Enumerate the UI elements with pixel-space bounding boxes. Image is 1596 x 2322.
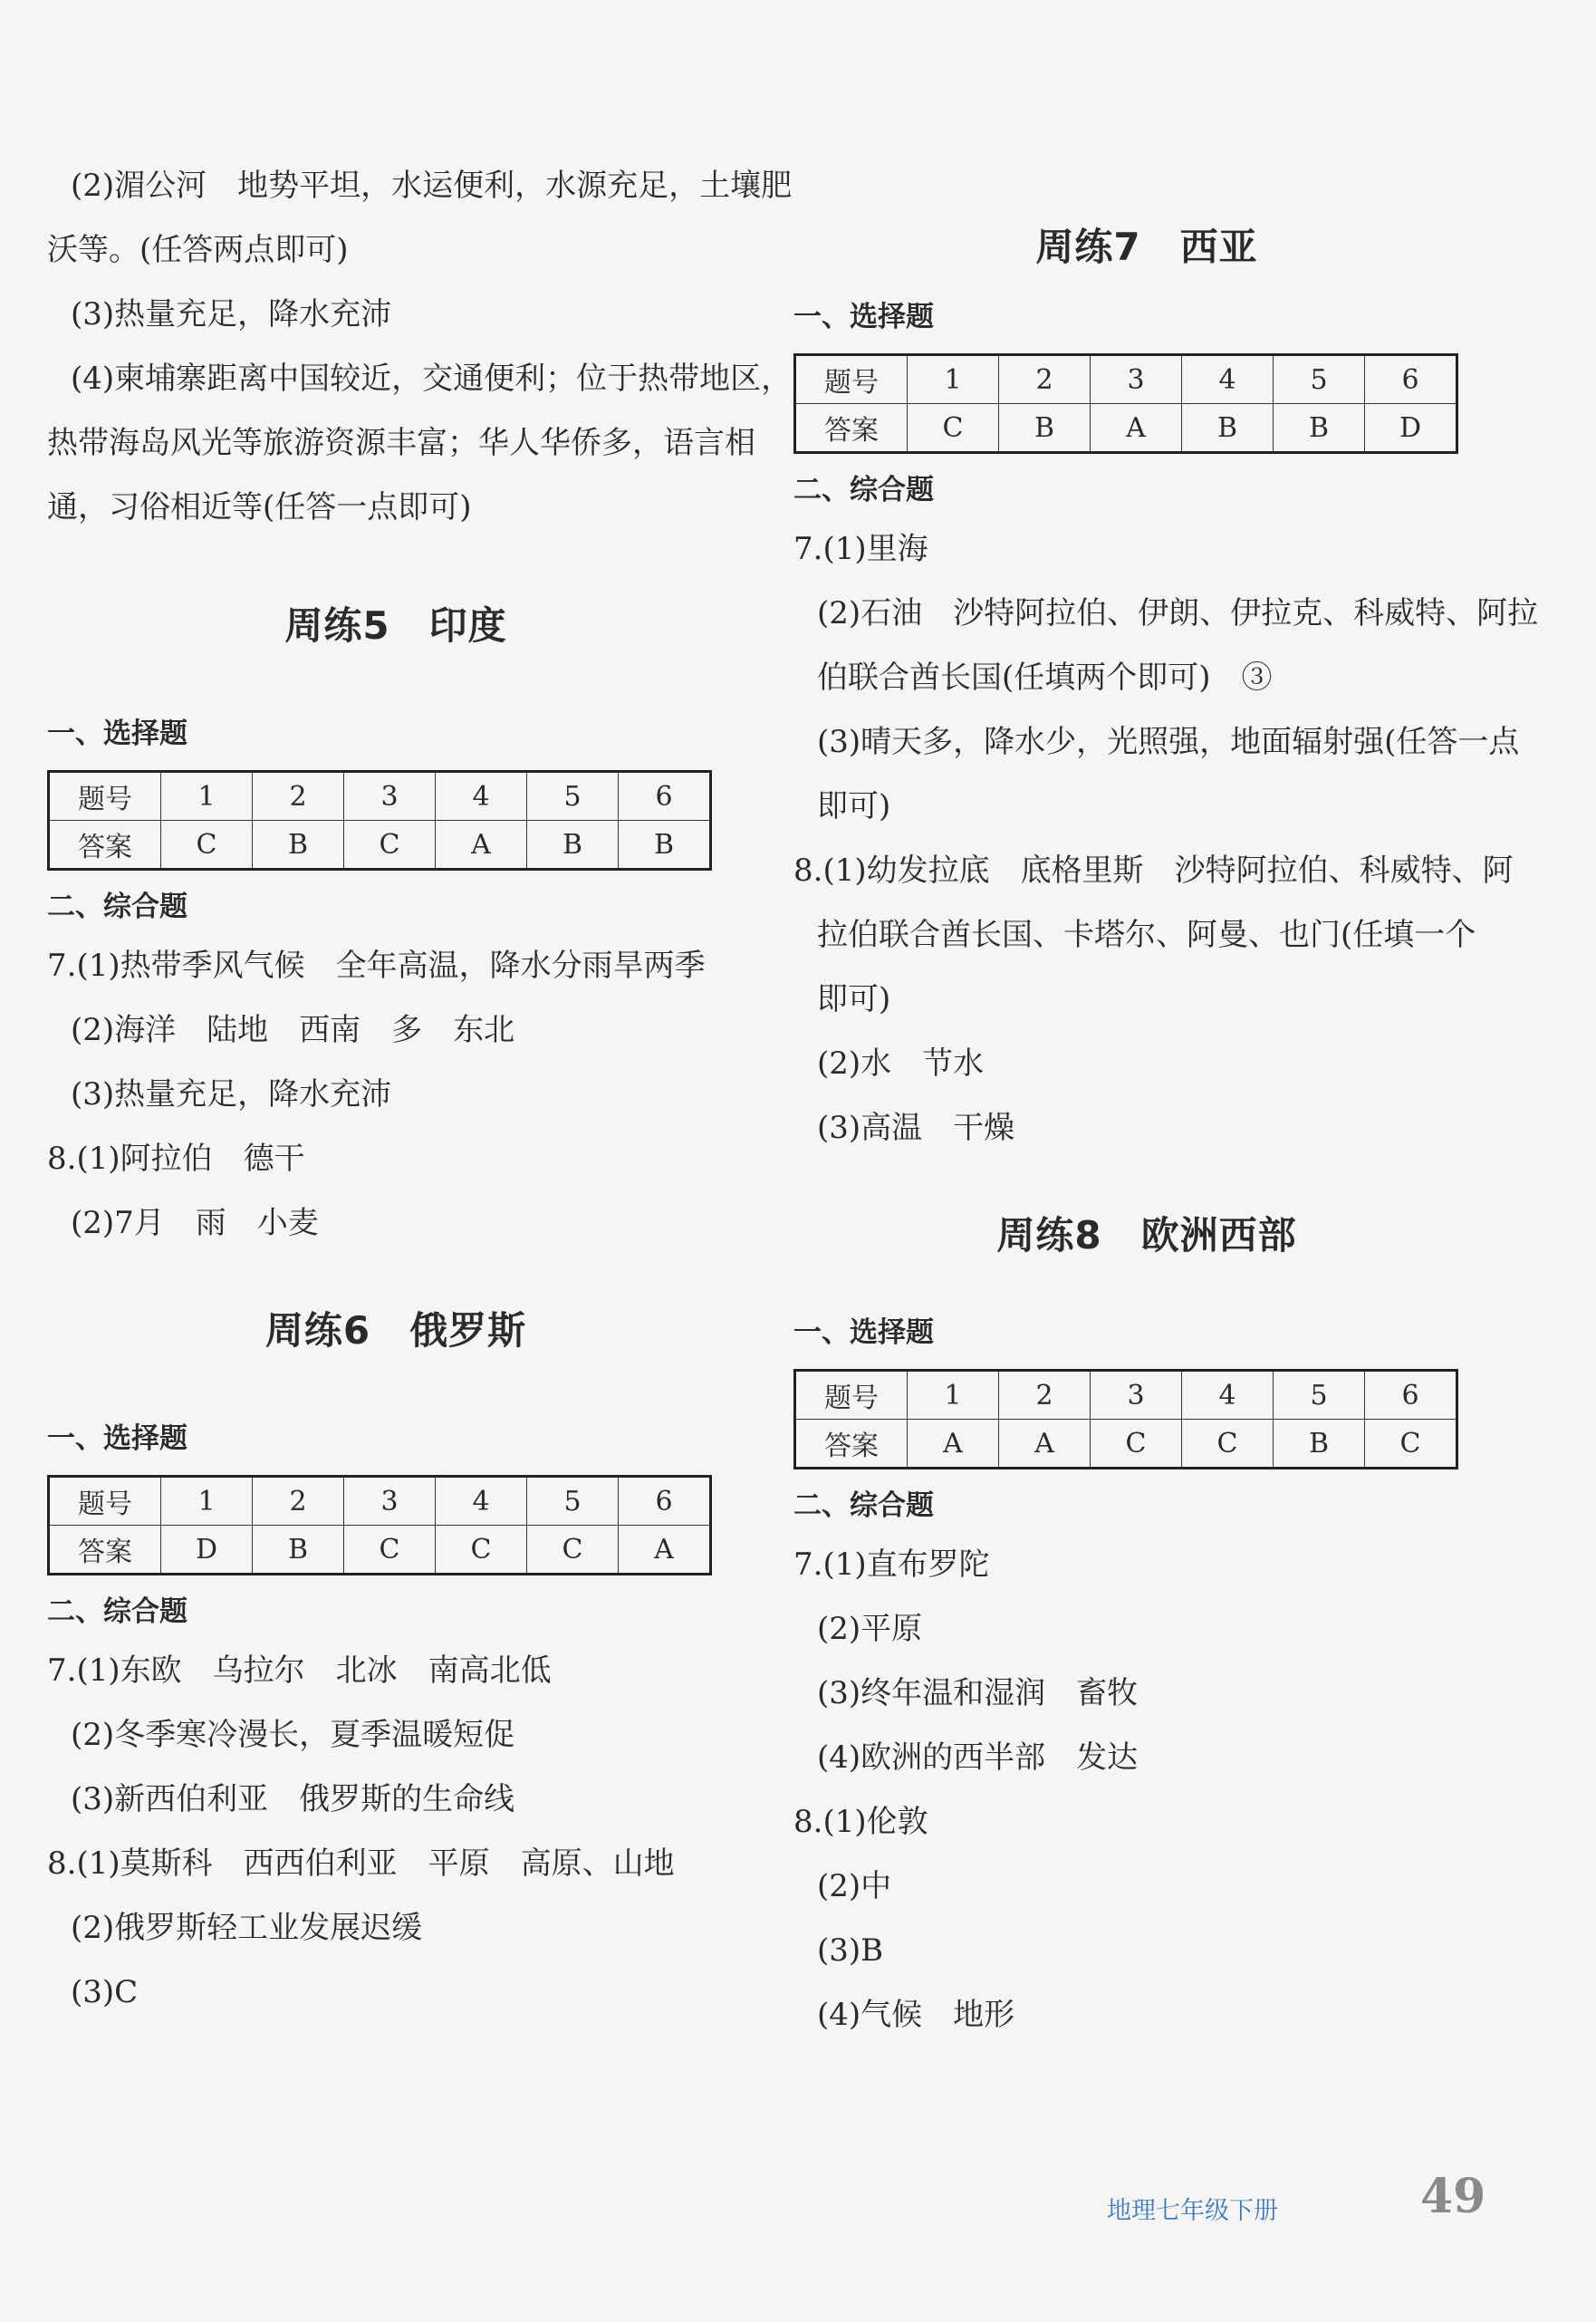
answer-line: (4)柬埔寨距离中国较近，交通便利；位于热带地区， (71, 361, 793, 397)
section-title-week8: 周练8 欧洲西部 (996, 1213, 1297, 1257)
section-heading-choice: 一、选择题 (793, 1316, 934, 1349)
answer-line: 通，习俗相近等(任答一点即可) (47, 489, 472, 525)
book-title: 地理七年级下册 (1107, 2197, 1278, 2225)
table-row-answers (795, 1420, 1457, 1469)
table-cell-answer: C (908, 404, 999, 453)
table-cell-label: 题号 (795, 1371, 908, 1420)
table-cell-number: 6 (619, 772, 711, 821)
table-cell-number: 4 (436, 772, 527, 821)
answer-line: 沃等。(任答两点即可) (47, 232, 349, 268)
answer-line: 7.(1)东欧 乌拉尔 北冰 南高北低 (47, 1652, 552, 1689)
answer-line: 拉伯联合酋长国、卡塔尔、阿曼、也门(任填一个 (817, 917, 1476, 953)
table-cell-label: 题号 (49, 772, 161, 821)
table-cell-answer: B (619, 821, 711, 870)
section-heading-choice: 一、选择题 (793, 301, 934, 333)
answer-line: (3)新西伯利亚 俄罗斯的生命线 (71, 1781, 515, 1817)
right-column (793, 217, 1539, 2047)
table-cell-label: 答案 (795, 404, 908, 453)
answer-line: (2)冬季寒冷漫长，夏季温暖短促 (71, 1717, 515, 1753)
answer-line: (2)海洋 陆地 西南 多 东北 (71, 1012, 515, 1048)
section-heading-comprehensive: 二、综合题 (47, 891, 187, 923)
table-cell-answer: C (527, 1526, 619, 1575)
answer-table-week7 (793, 353, 1458, 454)
table-cell-number: 2 (999, 1371, 1091, 1420)
section-heading-comprehensive: 二、综合题 (47, 1595, 187, 1628)
answer-line: 伯联合酋长国(任填两个即可) ③ (817, 660, 1273, 696)
answer-line: 8.(1)幼发拉底 底格里斯 沙特阿拉伯、科威特、阿 (793, 853, 1514, 889)
section-heading-comprehensive: 二、综合题 (793, 474, 934, 506)
table-cell-number: 5 (1274, 1371, 1365, 1420)
table-cell-number: 3 (344, 1477, 436, 1526)
table-cell-label: 答案 (49, 1526, 161, 1575)
table-row-numbers (795, 355, 1457, 404)
table-cell-answer: C (161, 821, 253, 870)
table-cell-label: 答案 (795, 1420, 908, 1469)
table-cell-number: 6 (619, 1477, 711, 1526)
table-cell-label: 答案 (49, 821, 161, 870)
table-cell-number: 3 (344, 772, 436, 821)
section-heading-comprehensive: 二、综合题 (793, 1489, 934, 1522)
answer-line: (4)气候 地形 (817, 1997, 1015, 2033)
table-cell-number: 3 (1091, 355, 1182, 404)
answer-line: (2)水 节水 (817, 1045, 985, 1082)
answer-table-week5 (47, 770, 712, 871)
table-cell-label: 题号 (49, 1477, 161, 1526)
table-cell-label: 题号 (795, 355, 908, 404)
table-cell-number: 1 (161, 772, 253, 821)
section-heading-choice: 一、选择题 (47, 1422, 187, 1455)
table-cell-answer: B (1274, 1420, 1365, 1469)
table-row-numbers (49, 1477, 711, 1526)
table-cell-number: 1 (161, 1477, 253, 1526)
table-cell-answer: C (1091, 1420, 1182, 1469)
table-row-answers (49, 821, 711, 870)
answer-line: 即可) (817, 981, 891, 1017)
answer-line: (3)热量充足，降水充沛 (71, 1076, 392, 1113)
table-cell-number: 4 (1182, 355, 1274, 404)
table-cell-answer: B (253, 1526, 344, 1575)
table-cell-answer: C (344, 1526, 436, 1575)
answer-line: (3)终年温和湿润 畜牧 (817, 1675, 1139, 1711)
table-cell-number: 2 (253, 1477, 344, 1526)
table-cell-answer: B (1274, 404, 1365, 453)
answer-table-week6 (47, 1475, 712, 1575)
answer-line: 7.(1)直布罗陀 (793, 1546, 990, 1583)
table-cell-answer: D (1365, 404, 1457, 453)
table-cell-answer: C (1365, 1420, 1457, 1469)
table-cell-answer: A (619, 1526, 711, 1575)
table-cell-answer: C (1182, 1420, 1274, 1469)
table-cell-answer: C (436, 1526, 527, 1575)
answer-line: (2)俄罗斯轻工业发展迟缓 (71, 1910, 423, 1946)
table-cell-answer: A (999, 1420, 1091, 1469)
table-cell-number: 1 (908, 1371, 999, 1420)
answer-line: (3)热量充足，降水充沛 (71, 296, 392, 332)
table-cell-number: 1 (908, 355, 999, 404)
answer-line: (2)湄公河 地势平坦，水运便利，水源充足，土壤肥 (71, 168, 793, 204)
left-column (47, 154, 793, 2025)
table-cell-number: 6 (1365, 1371, 1457, 1420)
table-cell-number: 4 (436, 1477, 527, 1526)
table-row-numbers (795, 1371, 1457, 1420)
answer-table-week8 (793, 1369, 1458, 1469)
table-cell-answer: D (161, 1526, 253, 1575)
answer-line: (2)7月 雨 小麦 (71, 1205, 319, 1241)
table-cell-answer: C (344, 821, 436, 870)
section-title-week5: 周练5 印度 (284, 603, 507, 648)
answer-line: (3)晴天多，降水少，光照强，地面辐射强(任答一点 (817, 724, 1520, 760)
answer-line: (2)石油 沙特阿拉伯、伊朗、伊拉克、科威特、阿拉 (817, 595, 1539, 631)
answer-line: 8.(1)阿拉伯 德干 (47, 1141, 305, 1177)
table-cell-number: 6 (1365, 355, 1457, 404)
table-row-answers (795, 404, 1457, 453)
answer-line: (2)中 (817, 1868, 892, 1904)
answer-line: (3)C (71, 1974, 139, 2010)
section-title-week6: 周练6 俄罗斯 (264, 1308, 527, 1353)
table-cell-number: 5 (527, 1477, 619, 1526)
answer-line: 8.(1)伦敦 (793, 1804, 928, 1840)
table-cell-number: 3 (1091, 1371, 1182, 1420)
answer-line: 8.(1)莫斯科 西西伯利亚 平原 高原、山地 (47, 1845, 675, 1882)
section-heading-choice: 一、选择题 (47, 718, 187, 750)
table-cell-answer: A (908, 1420, 999, 1469)
table-row-answers (49, 1526, 711, 1575)
answer-line: (2)平原 (817, 1611, 923, 1647)
answer-line: (3)高温 干燥 (817, 1110, 1015, 1146)
table-cell-answer: B (527, 821, 619, 870)
table-cell-answer: A (436, 821, 527, 870)
answer-line: (3)B (817, 1932, 884, 1969)
table-row-numbers (49, 772, 711, 821)
table-cell-answer: A (1091, 404, 1182, 453)
table-cell-answer: B (1182, 404, 1274, 453)
page-number: 49 (1420, 2169, 1486, 2224)
answer-line: 7.(1)热带季风气候 全年高温，降水分雨旱两季 (47, 948, 706, 984)
section-title-week7: 周练7 西亚 (1035, 225, 1258, 269)
table-cell-answer: B (999, 404, 1091, 453)
table-cell-answer: B (253, 821, 344, 870)
table-cell-number: 2 (253, 772, 344, 821)
answer-line: (4)欧洲的西半部 发达 (817, 1739, 1139, 1776)
table-cell-number: 2 (999, 355, 1091, 404)
table-cell-number: 5 (527, 772, 619, 821)
answer-line: 7.(1)里海 (793, 531, 928, 567)
answer-line: 即可) (817, 788, 891, 824)
table-cell-number: 4 (1182, 1371, 1274, 1420)
answer-line: 热带海岛风光等旅游资源丰富；华人华侨多，语言相 (47, 425, 755, 461)
table-cell-number: 5 (1274, 355, 1365, 404)
